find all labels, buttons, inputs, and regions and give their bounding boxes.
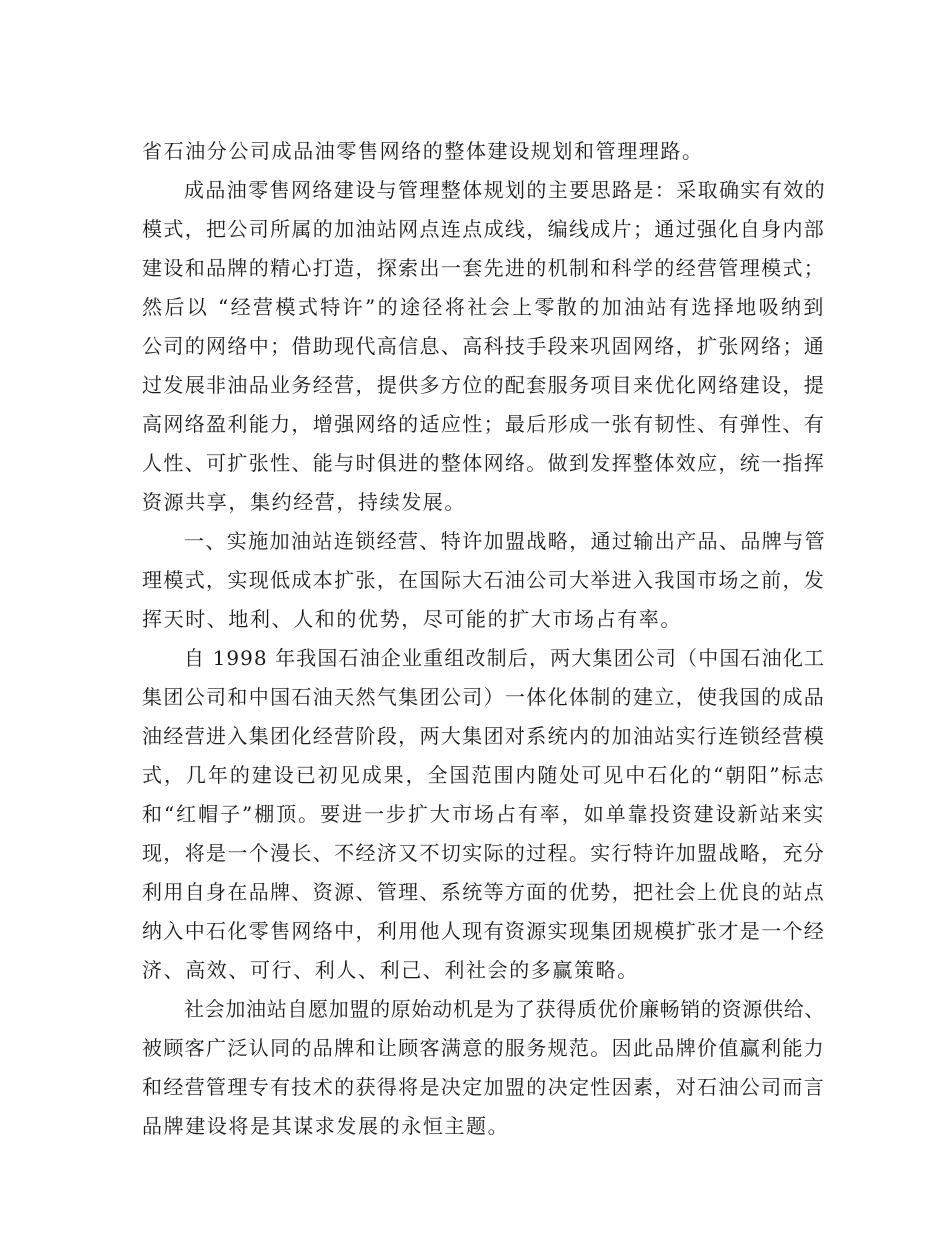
text-line: 模式，把公司所属的加油站网点连点成线，编线成片；通过强化自身内部 — [142, 217, 825, 241]
text-line: 省石油分公司成品油零售网络的整体建设规划和管理理路。 — [142, 139, 704, 163]
text-line: 建设和品牌的精心打造，探索出一套先进的机制和科学的经营管理模式； — [142, 256, 825, 280]
document-body — [142, 132, 842, 1146]
text-line: 自 1998 年我国石油企业重组改制后，两大集团公司（中国石油化工 — [184, 646, 825, 670]
text-line: 和经营管理专有技术的获得将是决定加盟的决定性因素，对石油公司而言 — [142, 1075, 825, 1099]
text-line: 过发展非油品业务经营，提供多方位的配套服务项目来优化网络建设，提 — [142, 373, 825, 397]
text-line: 成品油零售网络建设与管理整体规划的主要思路是：采取确实有效的 — [184, 178, 826, 202]
text-line: 被顾客广泛认同的品牌和让顾客满意的服务规范。因此品牌价值赢利能力 — [142, 1036, 825, 1060]
text-line: 现，将是一个漫长、不经济又不切实际的过程。实行特许加盟战略，充分 — [142, 841, 825, 865]
text-line: 人性、可扩张性、能与时俱进的整体网络。做到发挥整体效应，统一指挥 — [142, 451, 825, 475]
text-line: 济、高效、可行、利人、利己、利社会的多赢策略。 — [142, 958, 639, 982]
text-line: 式，几年的建设已初见成果，全国范围内随处可见中石化的“朝阳”标志 — [142, 763, 825, 787]
text-line: 公司的网络中；借助现代高信息、高科技手段来巩固网络，扩张网络；通 — [142, 334, 825, 358]
text-line: 然后以 “经营模式特许”的途径将社会上零散的加油站有选择地吸纳到 — [142, 295, 825, 319]
text-line: 挥天时、地利、人和的优势，尽可能的扩大市场占有率。 — [142, 607, 682, 631]
text-line: 高网络盈利能力，增强网络的适应性；最后形成一张有韧性、有弹性、有 — [142, 412, 825, 436]
text-line: 和“红帽子”棚顶。要进一步扩大市场占有率，如单靠投资建设新站来实 — [142, 802, 825, 826]
text-line: 集团公司和中国石油天然气集团公司）一体化体制的建立，使我国的成品 — [142, 685, 825, 709]
text-line: 资源共享，集约经营，持续发展。 — [142, 490, 466, 514]
text-line: 品牌建设将是其谋求发展的永恒主题。 — [142, 1114, 510, 1138]
text-line: 一、实施加油站连锁经营、特许加盟战略，通过输出产品、品牌与管 — [184, 529, 826, 553]
text-line: 利用自身在品牌、资源、管理、系统等方面的优势，把社会上优良的站点 — [142, 880, 825, 904]
text-line: 理模式，实现低成本扩张，在国际大石油公司大举进入我国市场之前，发 — [142, 568, 825, 592]
text-line: 社会加油站自愿加盟的原始动机是为了获得质优价廉畅销的资源供给、 — [184, 997, 825, 1021]
text-line: 油经营进入集团化经营阶段，两大集团对系统内的加油站实行连锁经营模 — [142, 724, 825, 748]
text-line: 纳入中石化零售网络中，利用他人现有资源实现集团规模扩张才是一个经 — [142, 919, 825, 943]
